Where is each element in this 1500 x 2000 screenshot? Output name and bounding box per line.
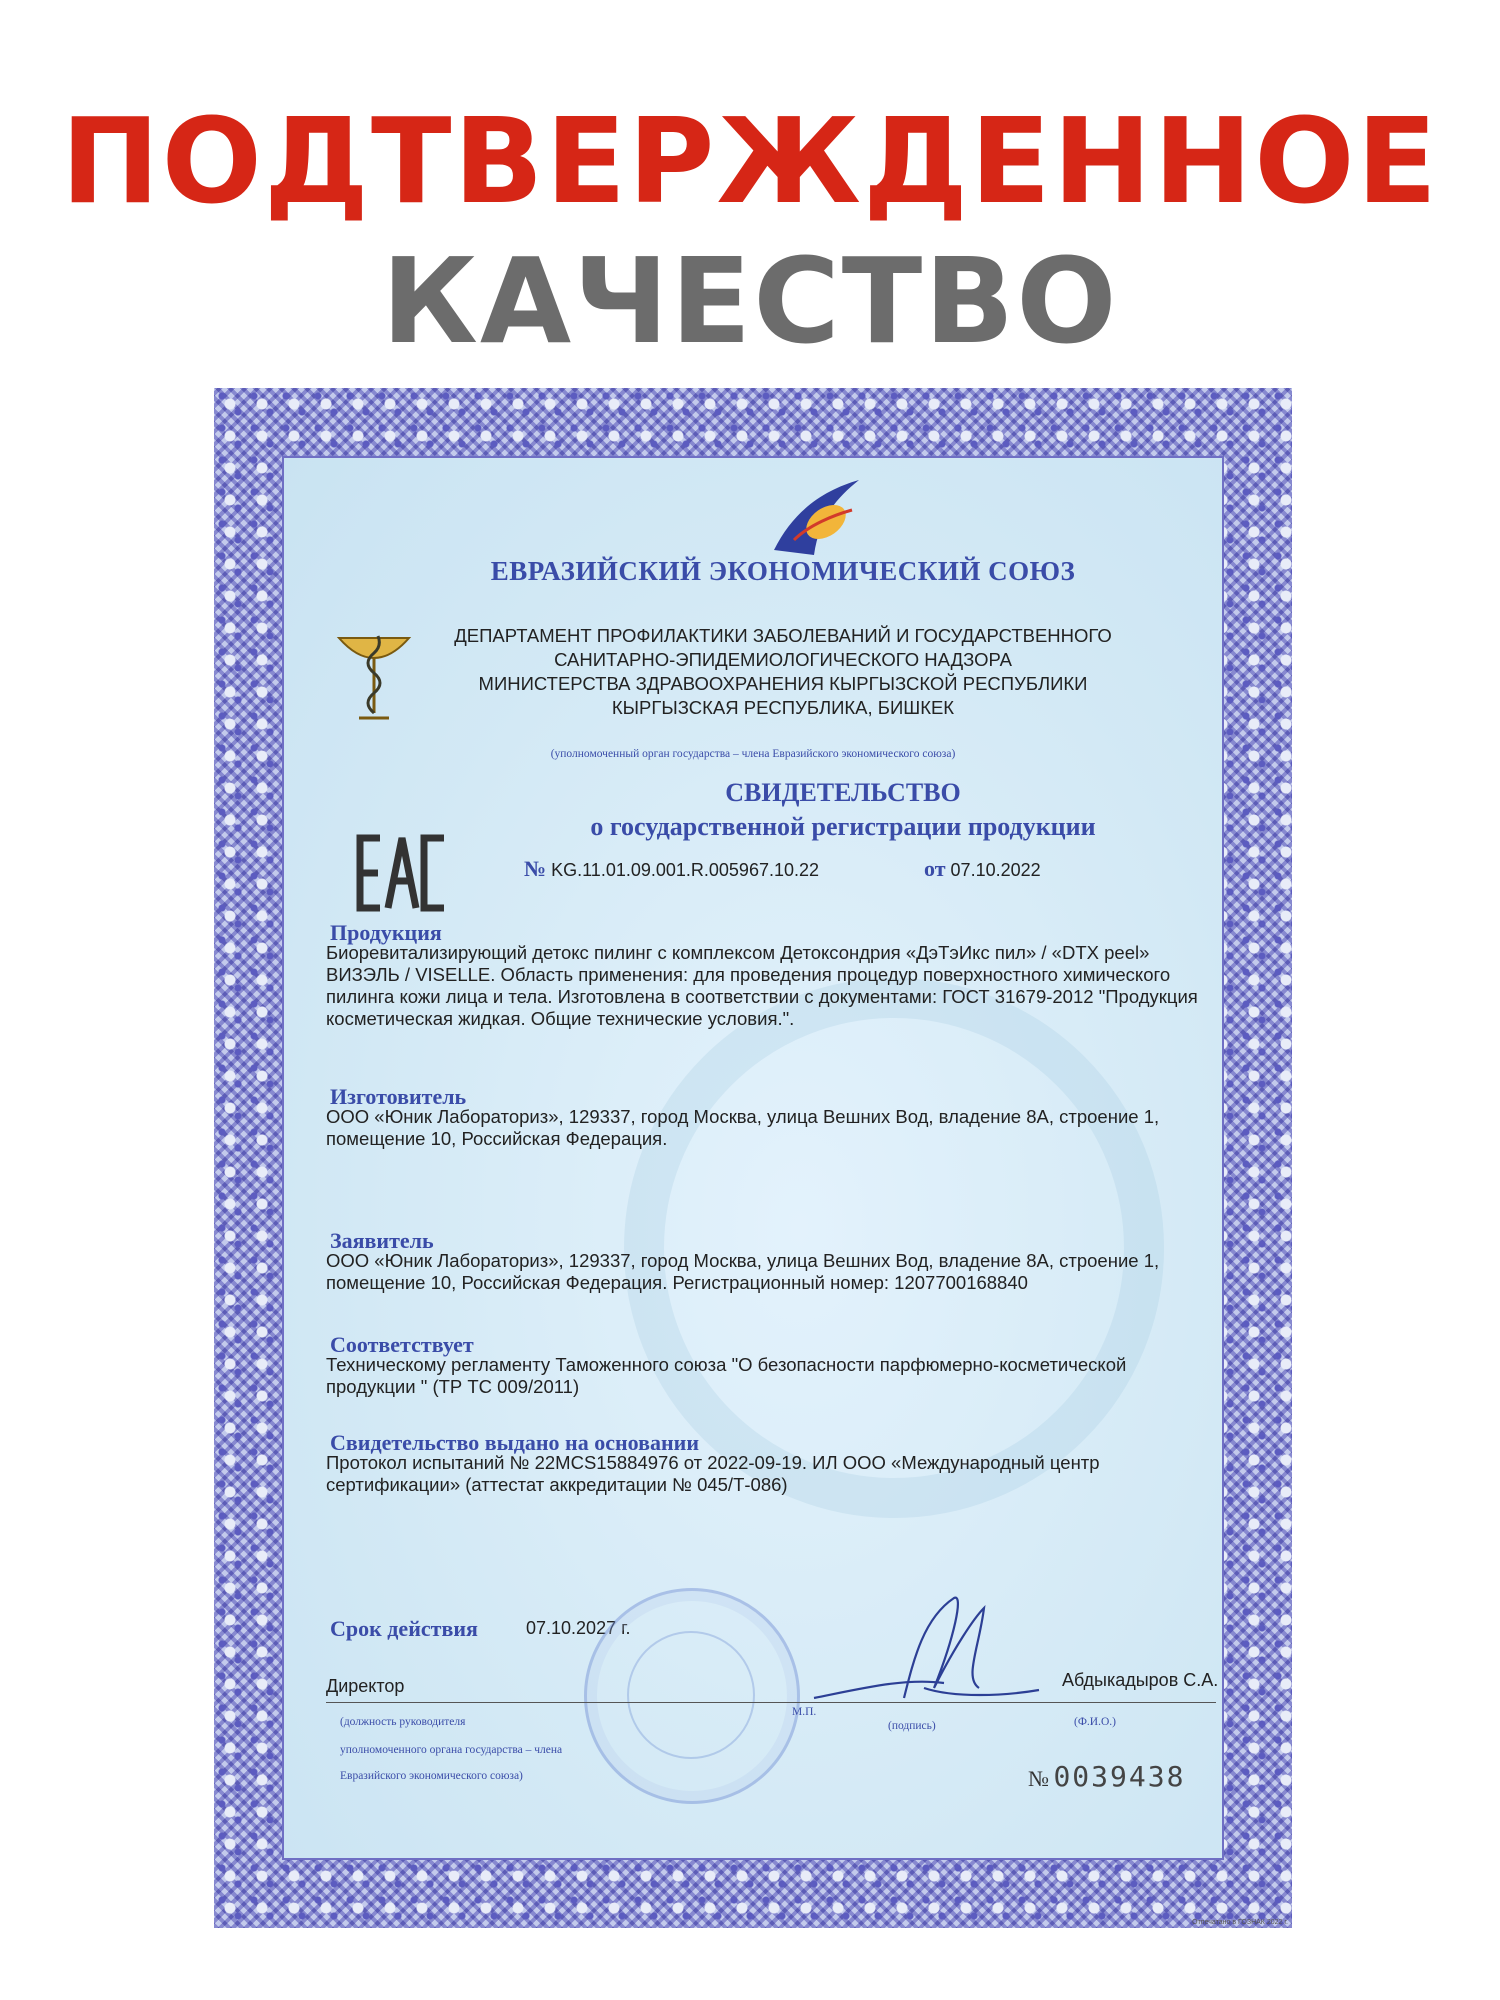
headline-confirmed: ПОДТВЕРЖДЕННОЕ <box>60 92 1440 230</box>
serial-number <box>1028 1760 1185 1793</box>
registration-number <box>524 856 819 882</box>
serial-value: 0039438 <box>1053 1760 1186 1793</box>
director-name: Абдыкадыров С.А. <box>1062 1670 1219 1690</box>
union-name: ЕВРАЗИЙСКИЙ ЭКОНОМИЧЕСКИЙ СОЮЗ <box>490 556 1076 586</box>
watermark-emblem <box>624 978 1164 1518</box>
manufacturer-text: ООО «Юник Лабораториз», 129337, город Москва, улица Вешних Вод, владение 8А, строение 1, помещение 10, Российская Федерация. <box>326 1106 1160 1149</box>
registration-date <box>924 856 1041 882</box>
department-line: МИНИСТЕРСТВА ЗДРАВООХРАНЕНИЯ КЫРГЫЗСКОЙ РЕСПУБЛИКИ <box>478 673 1088 694</box>
department-block <box>344 624 1222 720</box>
certificate-body <box>284 458 1222 1858</box>
official-stamp <box>584 1588 800 1804</box>
department-line: ДЕПАРТАМЕНТ ПРОФИЛАКТИКИ ЗАБОЛЕВАНИЙ И ГОСУДАРСТВЕННОГО <box>454 625 1112 646</box>
title-text: СВИДЕТЕЛЬСТВО <box>725 778 961 807</box>
validity-label: Срок действия <box>330 1616 478 1641</box>
caption-position: (должность руководителя <box>340 1716 466 1728</box>
manufacturer-label: Изготовитель <box>330 1084 467 1109</box>
certificate-frame <box>214 388 1292 1928</box>
serial-label: № <box>1028 1766 1049 1791</box>
certificate-title <box>464 776 1222 844</box>
caption-position: Евразийского экономического союза) <box>340 1770 523 1782</box>
authority-note: (уполномоченный орган государства – члена Евразийского экономического союза) <box>550 748 956 760</box>
caption-position: уполномоченного органа государства – члена <box>340 1744 563 1756</box>
product-text: Биоревитализирующий детокс пилинг с комплексом Детоксондрия «ДэТэИкс пил» / «DTX peel» ВИЗЭЛЬ / VISELLE. Область применения: для проведения процедур поверхностного химического пилинга кожи лица и тела. Изготовлена в соответствии с документами: ГОСТ 31679-2012 "Продукция косметическая жидкая. Общие технические условия.". <box>326 942 1198 1029</box>
department-line: САНИТАРНО-ЭПИДЕМИОЛОГИЧЕСКОГО НАДЗОРА <box>554 649 1012 670</box>
eac-mark-icon <box>356 833 448 913</box>
caption-mp: М.П. <box>792 1706 817 1718</box>
validity-value: 07.10.2027 г. <box>526 1618 631 1638</box>
applicant-label: Заявитель <box>330 1228 434 1253</box>
signature-line <box>326 1702 1216 1703</box>
applicant-text: ООО «Юник Лабораториз», 129337, город Москва, улица Вешних Вод, владение 8А, строение 1, помещение 10, Российская Федерация. Регистрационный номер: 1207700168840 <box>326 1250 1160 1293</box>
number-value: KG.11.01.09.001.R.005967.10.22 <box>551 860 820 880</box>
signature-icon <box>804 1578 1044 1728</box>
basis-label: Свидетельство выдано на основании <box>330 1430 700 1455</box>
director-title: Директор <box>326 1676 405 1696</box>
caption-fio: (Ф.И.О.) <box>1074 1716 1116 1728</box>
number-label: № <box>524 856 547 881</box>
headline-quality: КАЧЕСТВО <box>381 232 1119 370</box>
subtitle-text: о государственной регистрации продукции <box>590 812 1096 841</box>
basis-text: Протокол испытаний № 22MCS15884976 от 2022-09-19. ИЛ ООО «Международный центр сертификации» (аттестат аккредитации № 045/Т-086) <box>326 1452 1100 1495</box>
date-label: от <box>924 856 946 881</box>
eaeu-logo-icon <box>764 470 864 560</box>
product-label: Продукция <box>330 920 442 945</box>
date-value: 07.10.2022 <box>950 860 1041 880</box>
department-line: КЫРГЫЗСКАЯ РЕСПУБЛИКА, БИШКЕК <box>611 697 955 718</box>
conforms-text: Техническому регламенту Таможенного союза "О безопасности парфюмерно-косметической продукции " (ТР ТС 009/2011) <box>326 1354 1127 1397</box>
conforms-label: Соответствует <box>330 1332 474 1357</box>
caption-signature: (подпись) <box>888 1720 936 1732</box>
print-note: Отпечатано в ГОЗНАК 2022 г. <box>1192 1919 1288 1926</box>
